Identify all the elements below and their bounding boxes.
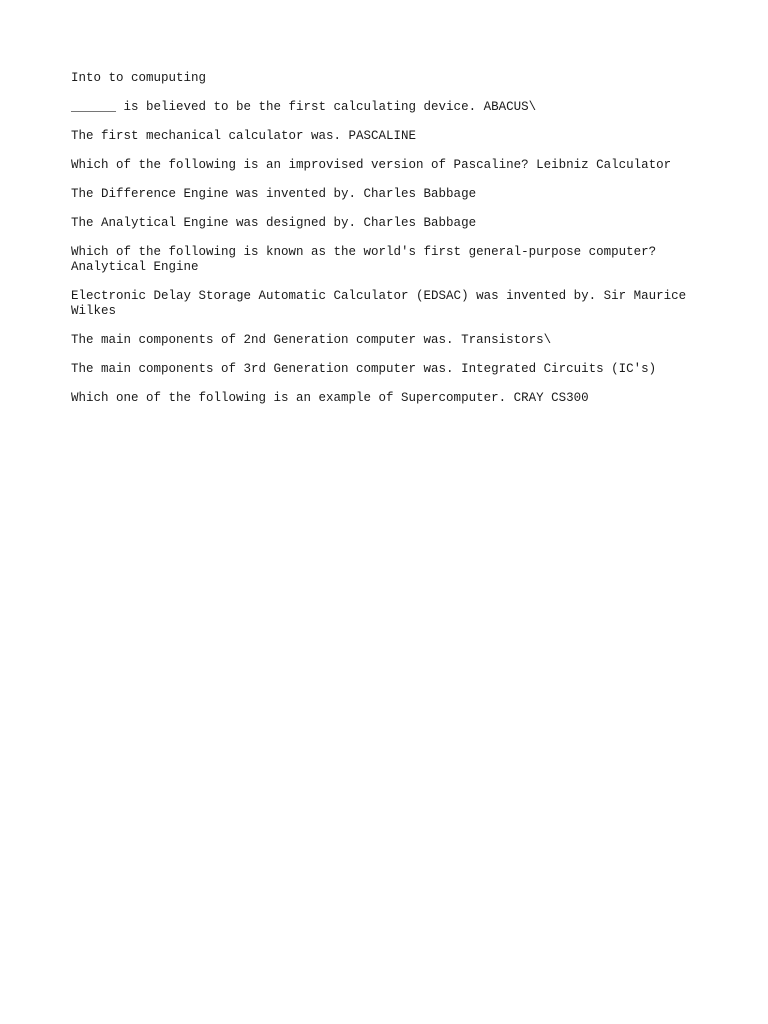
document-title: Into to comuputing — [71, 71, 207, 85]
quiz-item: Which of the following is an improvised version of Pascaline? Leibniz Calculator — [71, 158, 672, 172]
quiz-item: Electronic Delay Storage Automatic Calculator (EDSAC) was invented by. Sir Maurice Wilkes — [71, 289, 694, 318]
quiz-item: Which of the following is known as the world's first general-purpose computer? Analytical Engine — [71, 245, 664, 274]
quiz-item: The Analytical Engine was designed by. Charles Babbage — [71, 216, 477, 230]
quiz-item: The Difference Engine was invented by. Charles Babbage — [71, 187, 477, 201]
quiz-item: The first mechanical calculator was. PASCALINE — [71, 129, 417, 143]
quiz-item: The main components of 2nd Generation computer was. Transistors\ — [71, 333, 552, 347]
quiz-item: ______ is believed to be the first calculating device. ABACUS\ — [71, 100, 537, 114]
document-page — [71, 71, 701, 420]
quiz-item: The main components of 3rd Generation computer was. Integrated Circuits (IC's) — [71, 362, 657, 376]
quiz-item: Which one of the following is an example of Supercomputer. CRAY CS300 — [71, 391, 589, 405]
